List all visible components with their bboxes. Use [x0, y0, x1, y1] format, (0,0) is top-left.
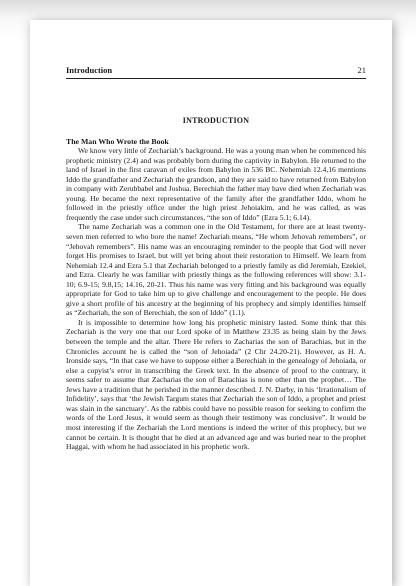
page-number: 21: [357, 65, 366, 75]
page-body: [66, 116, 366, 452]
section-heading: The Man Who Wrote the Book: [66, 136, 169, 146]
running-title: Introduction: [66, 65, 113, 75]
paragraph: We know very little of Zechariah’s background. He was a young man when he commenced his prophetic ministry (2.4) and was probably born during the captivity in Babylon. He returned to the land of Israel in the first caravan of exiles from Babylon in 536 BC. Nehemiah 12.4,16 mentions Iddo the grandfather and Zechariah the grandson, and they are said to have returned from Babylon in company with Zerubbabel and Joshua. Berechiah the father may have died when Zechariah was young. He became the next representative of the family after the grandfather Iddo, whom he followed in the priestly office under the high priest Jehoiakim, and he was called, as was frequently the case under such circumstances, “the son of Iddo” (Ezra 5.1; 6.14).: [66, 146, 366, 222]
paragraph: It is impossible to determine how long his prophetic ministry lasted. Some think that this Zechariah is the very one that our Lord spoke of in Matthew 23.35 as being slain by the Jews between the temple and the altar. There He refers to Zacharias the son of Barachias, but in the Chronicles account he is called the “son of Jehoiada” (2 Chr 24.20-21). However, as H. A. Ironside says, “In that case we have to suppose either a Berechiah in the genealogy of Jehoiada, or else a copyist’s error in transcribing the Greek text. In the absence of proof to the contrary, it seems safer to assume that Zacharias the son of Barachias is none other than the prophet… The Jews have a tradition that he perished in the manner described. J. N. Darby, in his ‘Irrationalism of Infidelity’, says that ‘the Jewish Targum states that Zechariah the son of Iddo, a prophet and priest was slain in the sanctuary’. As the rabbis could have no possible reason for seeking to confirm the words of the Lord Jesus, it would seem as though their testimony was conclusive”. It would be most interesting if the Zechariah the Lord mentions is indeed the writer of this prophecy, but we cannot be certain. It is thought that he died at an advanced age and was buried near to the prophet Haggai, with whom he had associated in his prophetic work.: [66, 317, 366, 452]
book-page: [30, 20, 392, 586]
chapter-title: INTRODUCTION: [182, 116, 250, 125]
running-header: [66, 62, 366, 79]
paragraph: The name Zechariah was a common one in the Old Testament, for there are at least twenty-seven men referred to who bore the name! Zechariah means, “He whom Jehovah remembers”, or “Jehovah remembers”. His name was an encouraging reminder to the people that God will never forget His promises to Israel, but will yet bring about their restoration to Himself. We learn from Nehemiah 12.4 and Ezra 5.1 that Zechariah belonged to a priestly family as did Jeremiah, Ezekiel, and Ezra. Clearly he was familiar with priestly things as the following references will show: 3.1-10; 6.9-15; 9.8,15; 14.16, 20-21. Thus his name was very fitting and his background was equally appropriate for God to take him up to give challenge and encouragement to the people. He does give a short profile of his ancestry at the beginning of his prophecy and simply identifies himself as “Zechariah, the son of Berechiah, the son of Iddo” (1.1).: [66, 222, 366, 318]
